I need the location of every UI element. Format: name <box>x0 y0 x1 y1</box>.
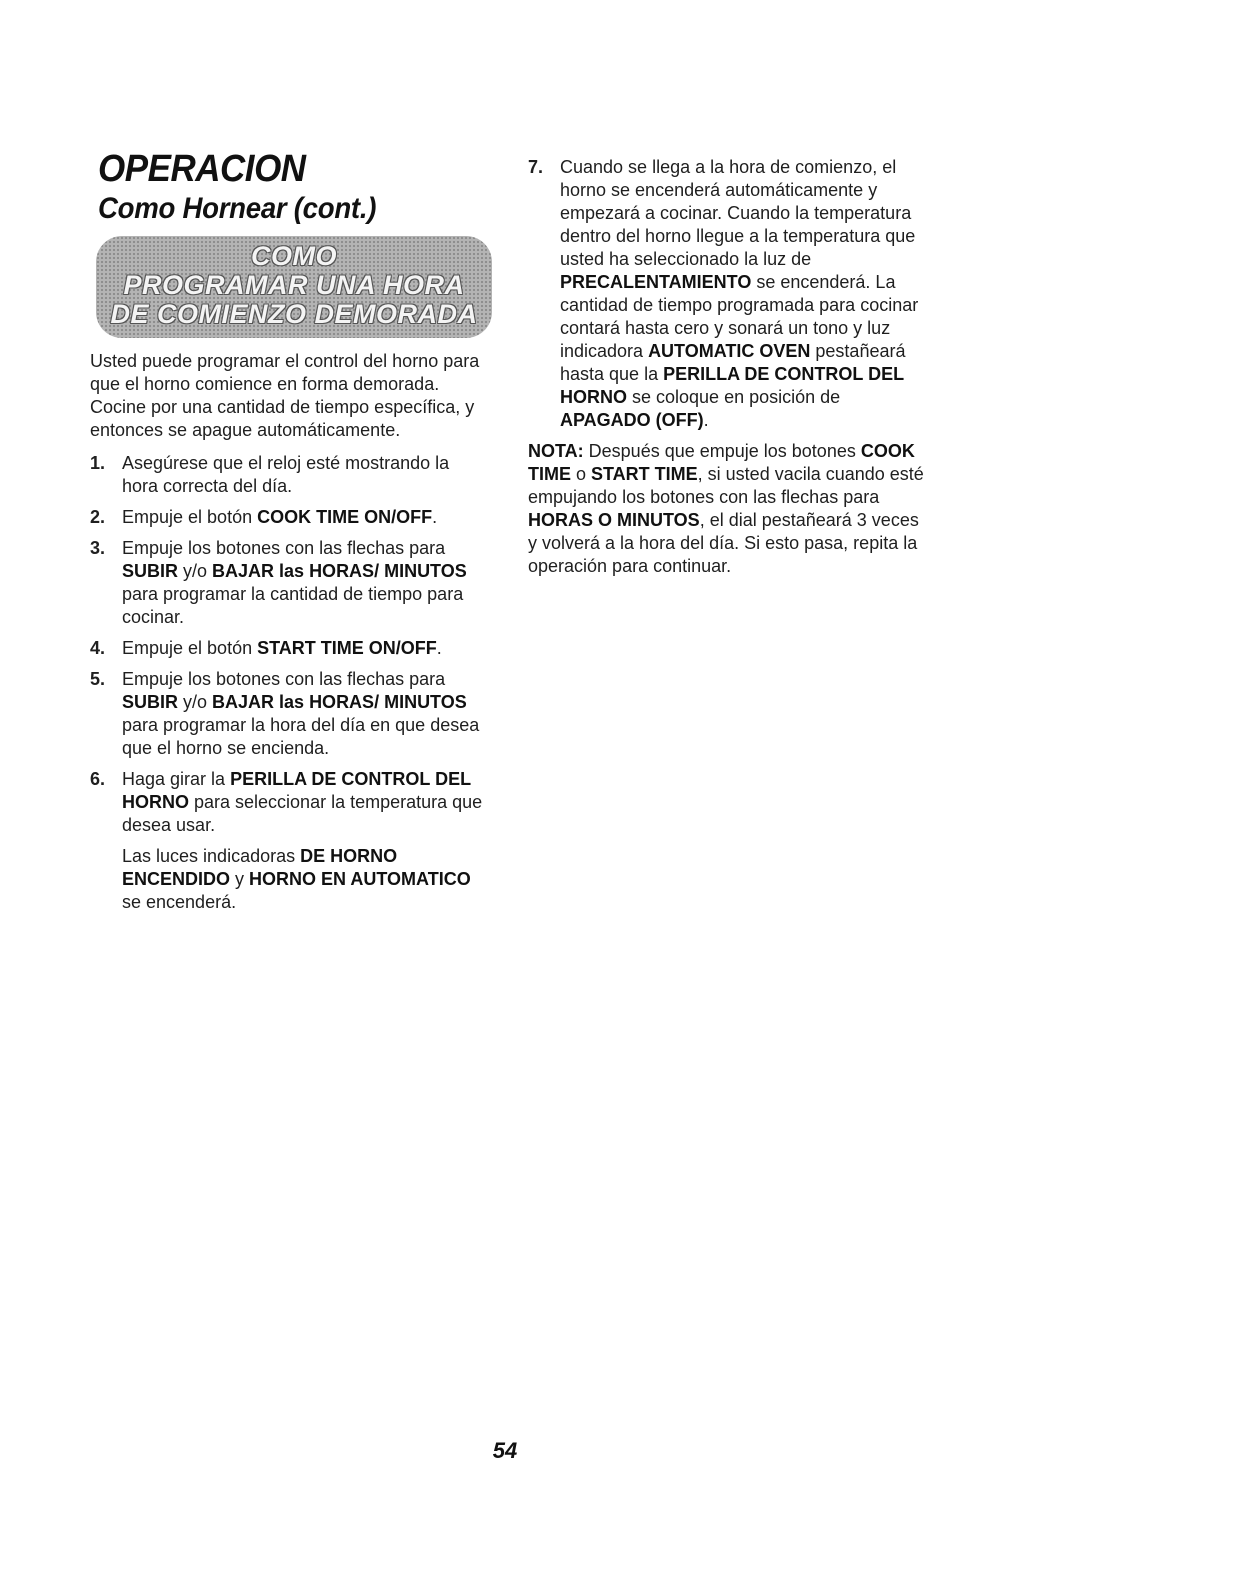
note-text: Después que empuje los botones <box>583 441 861 461</box>
step-5 <box>90 668 490 760</box>
cook-time-button-name: COOK TIME ON/OFF <box>257 507 433 527</box>
oven-on-indicator-label: DE HORNO ENCENDIDO <box>122 846 398 889</box>
subir-label: SUBIR <box>122 561 179 581</box>
step-number: 3. <box>90 538 106 558</box>
step-text-mid-1: se encenderá. La cantidad de tiempo programada para cocinar contará hasta cero y sonará un tono y luz indicadora <box>560 272 919 361</box>
step-number: 6. <box>90 769 106 789</box>
step-text-end: . <box>703 410 709 430</box>
step-text-end: para programar la hora del día en que desea que el horno se encienda. <box>122 715 480 758</box>
banner-text <box>96 242 492 329</box>
automatic-oven-label: AUTOMATIC OVEN <box>648 341 811 361</box>
step-text: Asegúrese que el reloj esté mostrando la hora correcta del día. <box>122 453 450 496</box>
bajar-horas-minutos-label: BAJAR las HORAS/ MINUTOS <box>212 561 467 581</box>
step-number: 5. <box>90 669 106 689</box>
start-time-label: START TIME <box>591 464 698 484</box>
step-1 <box>90 452 490 498</box>
step-text: Empuje el botón <box>122 507 258 527</box>
start-time-button-name: START TIME ON/OFF <box>257 638 437 658</box>
step-text-end: . <box>432 507 438 527</box>
step-6 <box>90 768 490 914</box>
right-column <box>528 156 928 578</box>
step-text-mid: y/o <box>178 561 213 581</box>
step-text-end: para seleccionar la temperatura que desea usar. <box>122 792 483 835</box>
step-text-mid-3: se coloque en posición de <box>627 387 841 407</box>
step-text: Haga girar la <box>122 769 231 789</box>
oven-control-knob-label: PERILLA DE CONTROL DEL HORNO <box>560 364 904 407</box>
step-text: Empuje el botón <box>122 638 258 658</box>
banner-line-2: PROGRAMAR UNA HORA <box>123 270 465 300</box>
left-column <box>90 350 490 922</box>
sub-text-end: se encenderá. <box>122 892 237 912</box>
step-2 <box>90 506 490 529</box>
step-text-end: para programar la cantidad de tiempo para cocinar. <box>122 584 464 627</box>
note-text-mid-1: o <box>571 464 592 484</box>
bajar-horas-minutos-label: BAJAR las HORAS/ MINUTOS <box>212 692 467 712</box>
step-4 <box>90 637 490 660</box>
banner-line-1: COMO <box>251 241 337 271</box>
banner-line-3: DE COMIENZO DEMORADA <box>110 299 478 329</box>
preheat-label: PRECALENTAMIENTO <box>560 272 752 292</box>
delayed-start-banner <box>96 236 492 338</box>
step-3 <box>90 537 490 629</box>
hours-minutes-label: HORAS O MINUTOS <box>528 510 700 530</box>
step-text: Empuje los botones con las flechas para <box>122 538 446 558</box>
step-text-mid: y/o <box>178 692 213 712</box>
step-number: 1. <box>90 453 106 473</box>
step-number: 7. <box>528 157 544 177</box>
subir-label: SUBIR <box>122 692 179 712</box>
step-7 <box>528 156 928 432</box>
step-number: 4. <box>90 638 106 658</box>
step-text-end: . <box>436 638 442 658</box>
automatic-oven-indicator-label: HORNO EN AUTOMATICO <box>249 869 471 889</box>
step-text-mid-2: pestañeará hasta que la <box>560 341 906 384</box>
step-6-subparagraph <box>122 845 490 914</box>
note-label: NOTA: <box>528 441 584 461</box>
step-number: 2. <box>90 507 106 527</box>
oven-control-knob-label: PERILLA DE CONTROL DEL HORNO <box>122 769 471 812</box>
sub-text: Las luces indicadoras <box>122 846 301 866</box>
intro-paragraph: Usted puede programar el control del horno para que el horno comience en forma demorada. Cocine por una cantidad de tiempo específica, y entonces se apague automáticamente. <box>90 351 480 440</box>
sub-text-mid: y <box>230 869 250 889</box>
off-label: APAGADO (OFF) <box>560 410 704 430</box>
note-paragraph <box>528 440 928 578</box>
note-text-mid-2: , si usted vacila cuando esté empujando los botones con las flechas para <box>528 464 924 507</box>
page-number: 54 <box>492 1438 518 1463</box>
step-text: Cuando se llega a la hora de comienzo, el horno se encenderá automáticamente y empezará a cocinar. Cuando la temperatura dentro del horno llegue a la temperatura que usted ha seleccionado la luz de <box>560 157 916 269</box>
cook-time-label: COOK TIME <box>528 441 915 484</box>
step-text: Empuje los botones con las flechas para <box>122 669 446 689</box>
note-text-end: , el dial pestañeará 3 veces y volverá a la hora del día. Si esto pasa, repita la operación para continuar. <box>528 510 919 576</box>
section-title: OPERACION <box>98 148 306 190</box>
section-subtitle: Como Hornear (cont.) <box>98 192 377 225</box>
